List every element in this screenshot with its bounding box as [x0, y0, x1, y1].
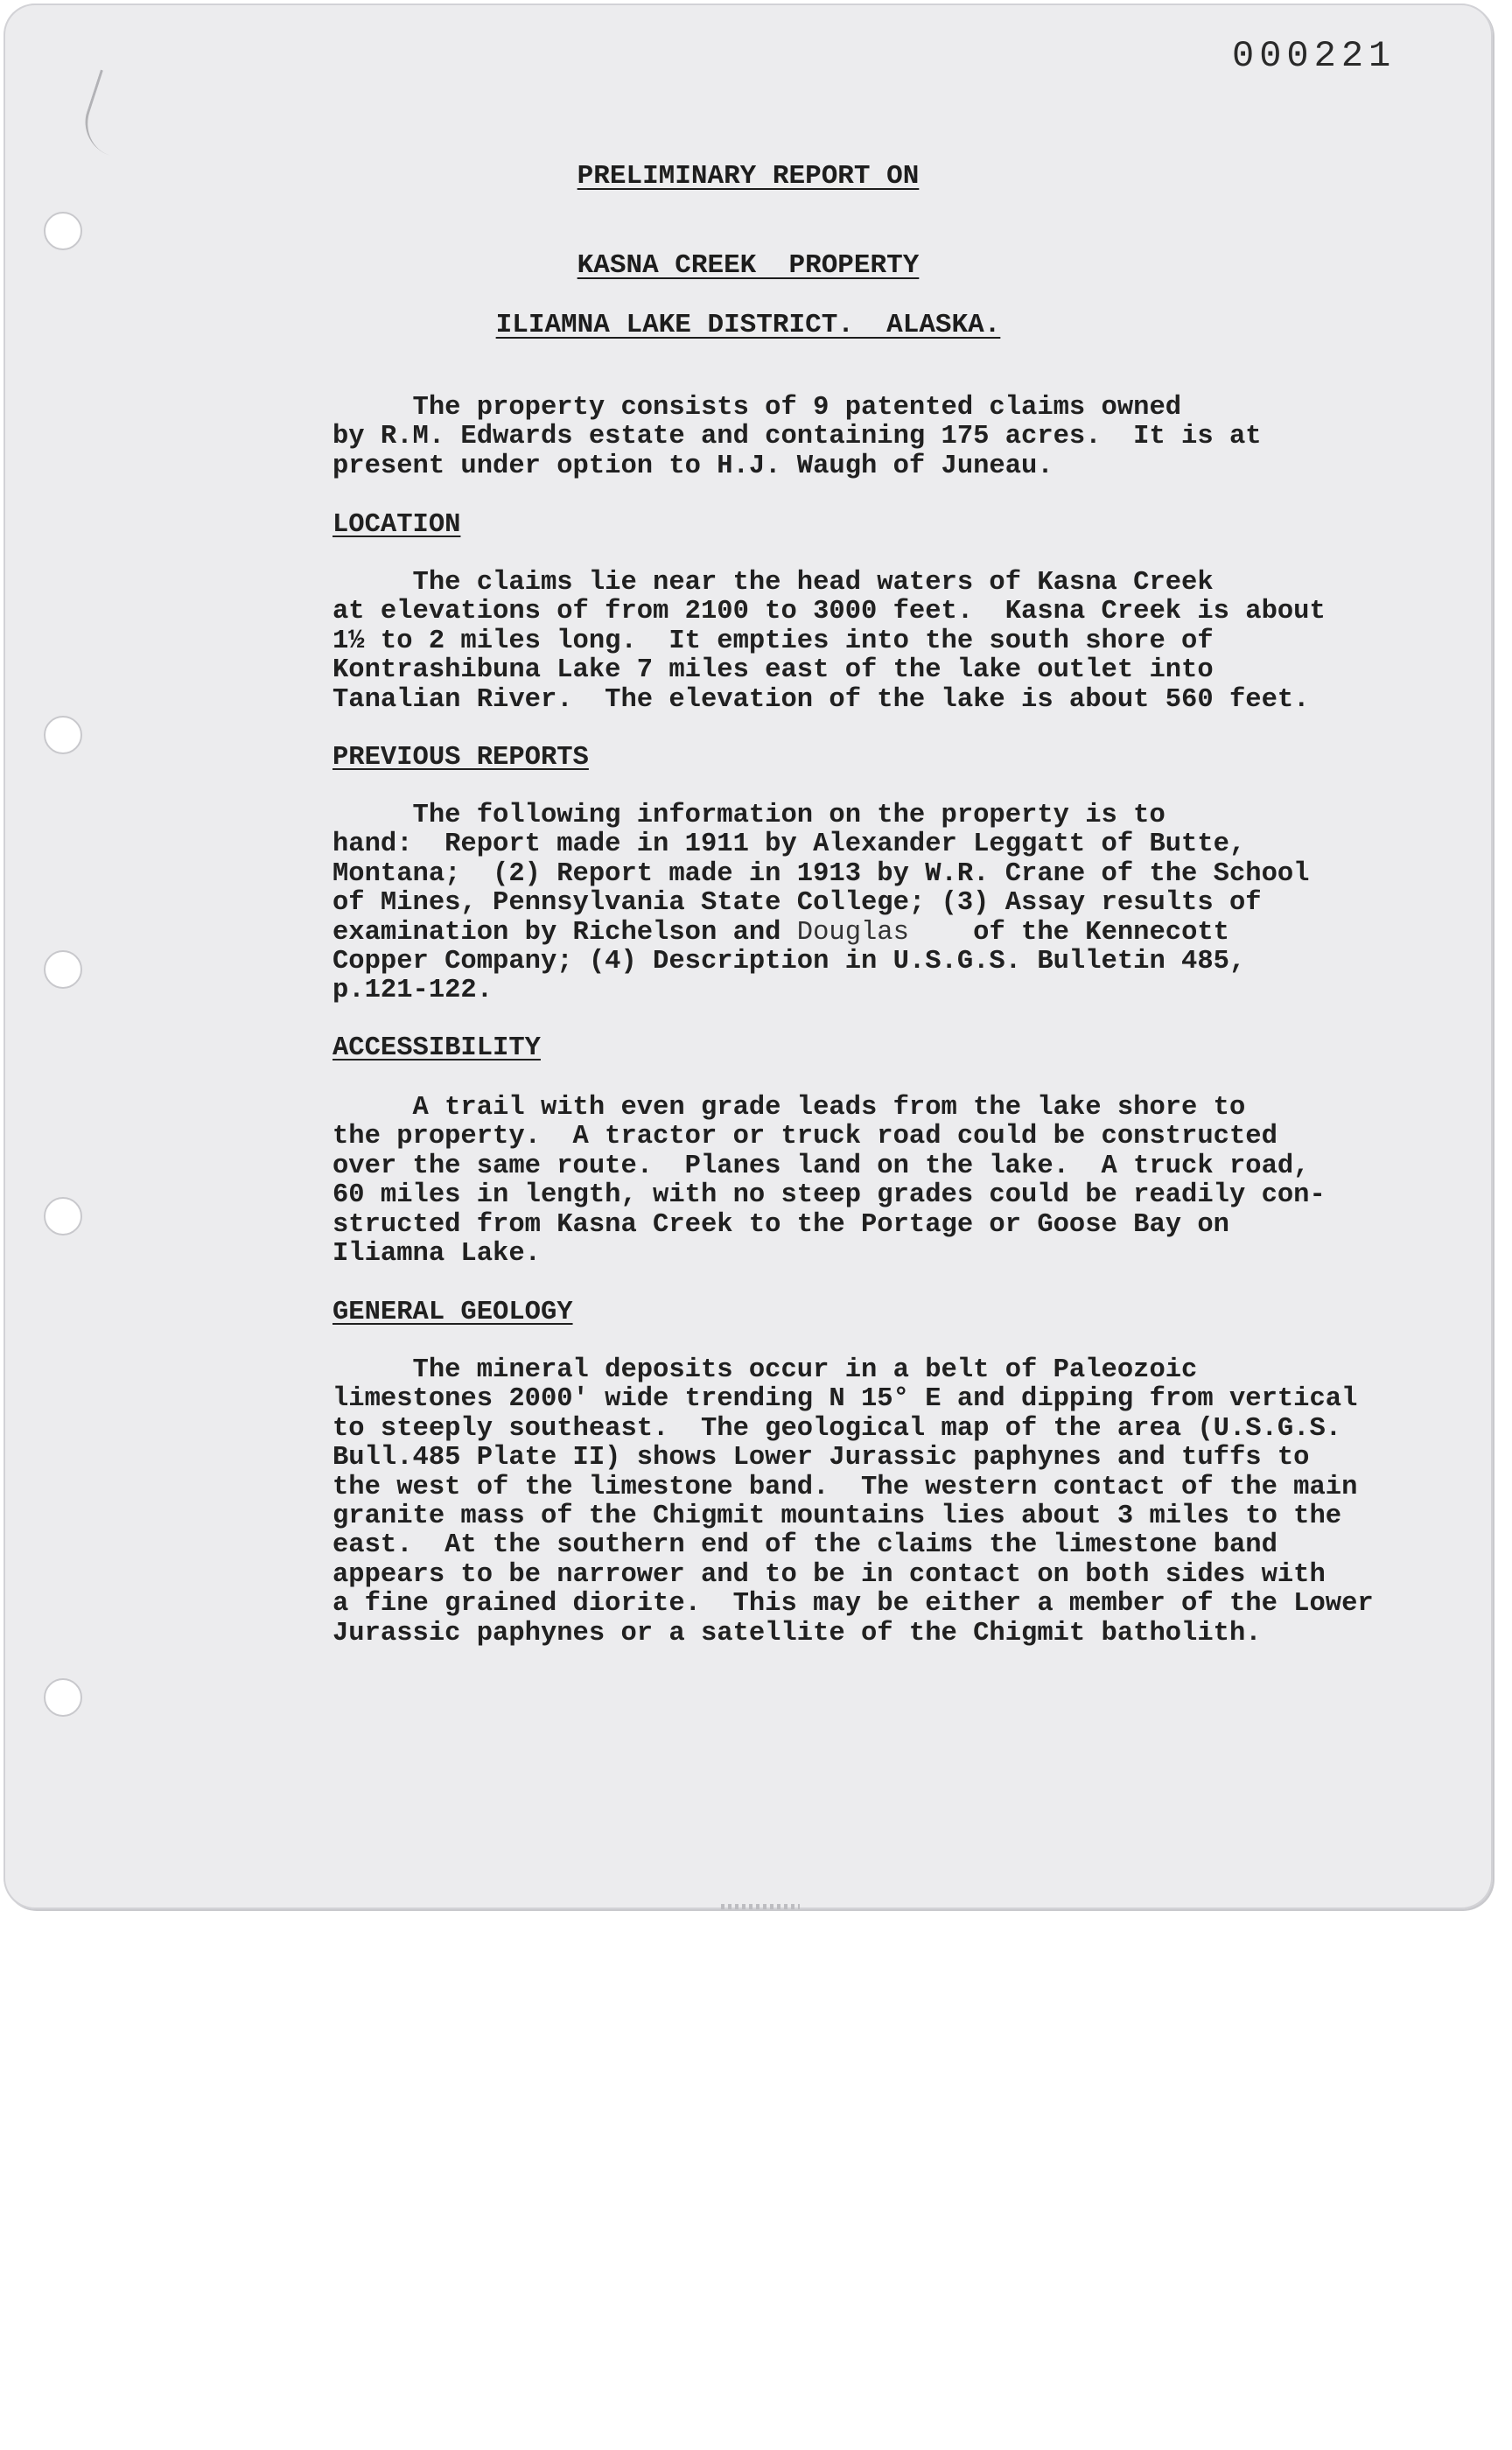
text-line: over the same route. Planes land on the lake. A truck road, [332, 1151, 1310, 1181]
text-line: to steeply southeast. The geological map of the area (U.S.G.S. [332, 1413, 1342, 1444]
text-line: The claims lie near the head waters of Kasna Creek [332, 568, 1214, 598]
text-line [332, 919, 1470, 948]
section-heading-accessibility [332, 1034, 1470, 1063]
inserted-name: Douglas [796, 917, 909, 948]
report-title: PRELIMINARY REPORT ON [577, 161, 920, 192]
section-heading-general-geology [332, 1298, 1470, 1327]
text-line: p.121-122. [332, 976, 494, 1006]
punch-hole [44, 1197, 82, 1236]
text-line: 60 miles in length, with no steep grades could be readily con- [332, 1180, 1326, 1211]
text-line: limestones 2000' wide trending N 15° E and dipping from vertical [332, 1384, 1358, 1415]
accessibility-paragraph [332, 1094, 1470, 1269]
text-line: Jurassic paphynes or a satellite of the Chigmit batholith. [332, 1618, 1262, 1648]
section-heading: PREVIOUS REPORTS [332, 743, 589, 773]
punch-hole [44, 212, 82, 250]
general-geology-paragraph [332, 1356, 1470, 1648]
punch-hole [44, 1678, 82, 1717]
section-heading: LOCATION [332, 510, 461, 540]
text-line: Iliamna Lake. [332, 1239, 541, 1270]
section-heading-location [332, 511, 1470, 540]
text-line-start: examination by Richelson and [332, 917, 781, 948]
text-line: the west of the limestone band. The western contact of the main [332, 1472, 1358, 1502]
section-heading-previous-reports [332, 744, 1470, 773]
section-heading: GENERAL GEOLOGY [332, 1298, 573, 1327]
section-heading: ACCESSIBILITY [332, 1033, 541, 1063]
text-line: 1½ to 2 miles long. It empties into the south shore of [332, 626, 1214, 656]
text-line: Copper Company; (4) Description in U.S.G.S. Bulletin 485, [332, 947, 1246, 977]
text-line: Kontrashibuna Lake 7 miles east of the lake outlet into [332, 655, 1214, 686]
text-line: the property. A tractor or truck road could be constructed [332, 1122, 1278, 1152]
document-page [4, 4, 1493, 1909]
property-title: KASNA CREEK PROPERTY [577, 250, 920, 281]
previous-reports-paragraph [332, 802, 1470, 1006]
district-title: ILIAMNA LAKE DISTRICT. ALASKA. [495, 310, 1001, 340]
text-line: The property consists of 9 patented claims owned [332, 393, 1182, 423]
document-number: 000221 [1232, 35, 1396, 77]
text-line: a fine grained diorite. This may be either a member of the Lower [332, 1589, 1374, 1620]
text-line: granite mass of the Chigmit mountains lies about 3 miles to the [332, 1502, 1342, 1532]
paper-edge-mark [721, 1904, 800, 1909]
text-line: The following information on the property is to [332, 801, 1166, 830]
punch-hole [44, 950, 82, 989]
text-line: Montana; (2) Report made in 1913 by W.R. Crane of the School [332, 858, 1310, 889]
text-line: The mineral deposits occur in a belt of Paleozoic [332, 1355, 1198, 1385]
text-line: structed from Kasna Creek to the Portage or Goose Bay on [332, 1209, 1229, 1240]
intro-paragraph [332, 394, 1470, 481]
text-line: present under option to H.J. Waugh of Juneau. [332, 451, 1054, 481]
text-line: appears to be narrower and to be in contact on both sides with [332, 1559, 1326, 1590]
text-line-end: of the Kennecott [973, 917, 1229, 948]
punch-hole [44, 716, 82, 754]
text-line: east. At the southern end of the claims the limestone band [332, 1530, 1278, 1561]
text-line: Bull.485 Plate II) shows Lower Jurassic paphynes and tuffs to [332, 1443, 1310, 1474]
pen-mark [76, 70, 136, 157]
text-line: at elevations of from 2100 to 3000 feet. Kasna Creek is about [332, 597, 1326, 627]
text-line: of Mines, Pennsylvania State College; (3) Assay results of [332, 888, 1262, 919]
text-line: Tanalian River. The elevation of the lake is about 560 feet. [332, 684, 1310, 715]
text-line: A trail with even grade leads from the lake shore to [332, 1093, 1246, 1123]
location-paragraph [332, 569, 1470, 715]
text-line: hand: Report made in 1911 by Alexander Leggatt of Butte, [332, 830, 1246, 860]
text-line: by R.M. Edwards estate and containing 175 acres. It is at [332, 422, 1262, 452]
